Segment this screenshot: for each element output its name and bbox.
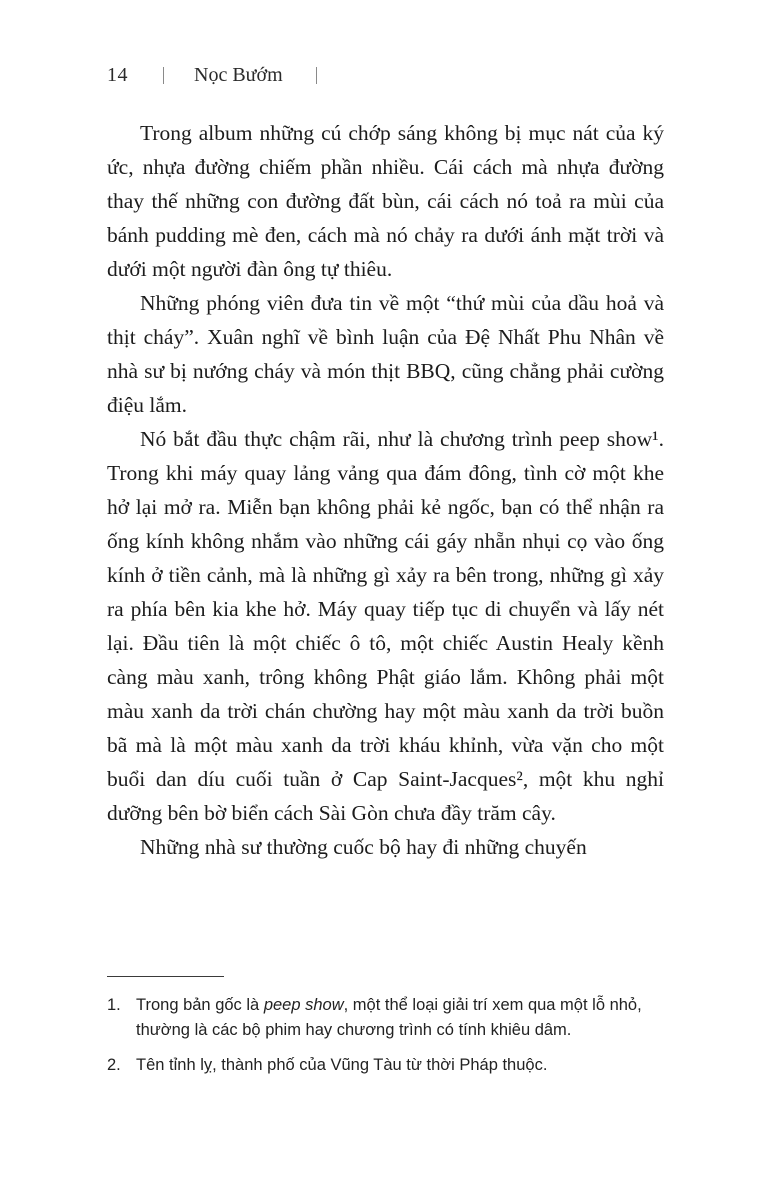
- footnote-number: 1.: [107, 996, 121, 1014]
- paragraph-1: Trong album những cú chớp sáng không bị mục nát của ký ức, nhựa đường chiếm phần nhiều. Cái cách mà nhựa đường thay thế những con đường đất bùn, cái cách nó toả ra mùi của bánh pudding mè đen, cách mà nó chảy ra dưới ánh mặt trời và dưới một người đàn ông tự thiêu.: [107, 121, 664, 281]
- paragraph-3: Nó bắt đầu thực chậm rãi, như là chương trình peep show¹. Trong khi máy quay lảng vảng qua đám đông, tình cờ một khe hở lại mở ra. Miễn bạn không phải kẻ ngốc, bạn có thể nhận ra ống kính không nhắm vào những cái gáy nhẵn nhụi cọ vào ống kính ở tiền cảnh, mà là những gì xảy ra bên trong, những gì xảy ra phía bên kia khe hở. Máy quay tiếp tục di chuyển và lấy nét lại. Đầu tiên là một chiếc ô tô, một chiếc Austin Healy kềnh càng màu xanh, trông không Phật giáo lắm. Không phải một màu xanh da trời chán chường hay một màu xanh da trời buồn bã mà là một màu xanh da trời kháu khỉnh, vừa vặn cho một buổi dan díu cuối tuần ở Cap Saint-Jacques², một khu nghỉ dưỡng bên bờ biển cách Sài Gòn chưa đầy trăm cây.: [107, 427, 664, 825]
- header-divider-right: [316, 67, 317, 84]
- footnotes-section: [107, 976, 664, 1088]
- header-divider-left: [163, 67, 164, 84]
- footnote-item-1: [107, 993, 664, 1043]
- footnote-italic-term: peep show: [263, 996, 344, 1014]
- footnote-text: [136, 993, 664, 1043]
- footnote-text-before: Trong bản gốc là: [136, 996, 264, 1014]
- page-number: 14: [107, 64, 128, 86]
- page-header: [107, 64, 317, 87]
- body-text: [107, 116, 664, 864]
- footnote-text-after: Tên tỉnh lỵ, thành phố của Vũng Tàu từ thời Pháp thuộc.: [136, 1056, 548, 1074]
- paragraph-4: Những nhà sư thường cuốc bộ hay đi những chuyến: [140, 835, 587, 859]
- footnote-text: [136, 1053, 664, 1078]
- footnote-number: 2.: [107, 1056, 121, 1074]
- footnote-text-after: , một thể loại giải trí xem qua một lỗ nhỏ, thường là các bộ phim hay chương trình có tính khiêu dâm.: [136, 996, 642, 1039]
- paragraph-2: Những phóng viên đưa tin về một “thứ mùi của dầu hoả và thịt cháy”. Xuân nghĩ về bình luận của Đệ Nhất Phu Nhân về nhà sư bị nướng cháy và món thịt BBQ, cũng chẳng phải cường điệu lắm.: [107, 291, 664, 417]
- running-title: Nọc Bướm: [194, 64, 283, 86]
- footnote-item-2: [107, 1053, 664, 1078]
- footnote-separator-rule: [107, 976, 224, 977]
